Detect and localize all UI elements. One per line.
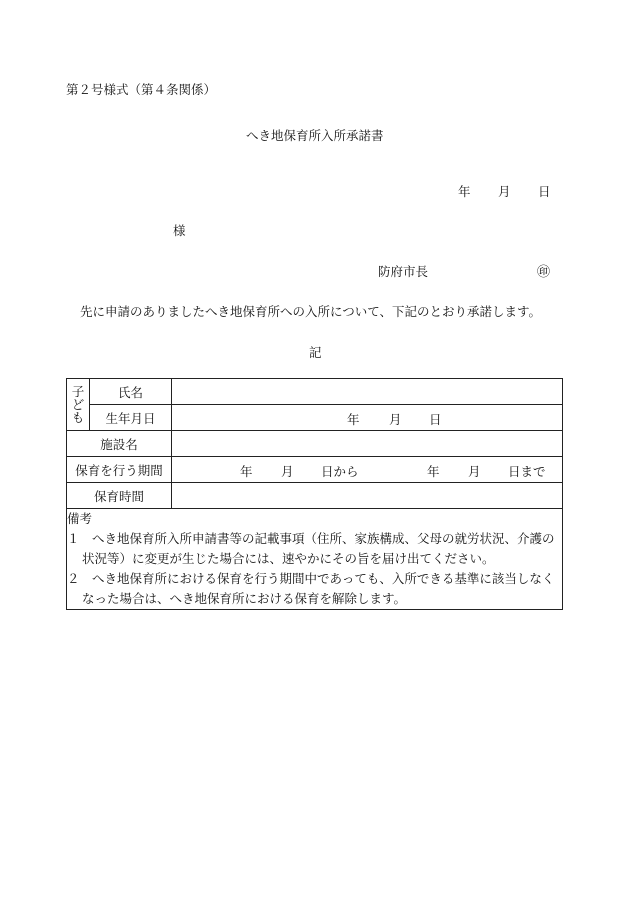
name-label: 氏名 [90, 379, 172, 405]
document-title: へき地保育所入所承諾書 [246, 128, 384, 143]
table-row [67, 379, 563, 405]
from-day: 日から [321, 464, 359, 479]
note-item-2: ２ へき地保育所における保育を行う期間中であっても、入所できる基準に該当しなくなった場合は、へき地保育所における保育を解除します。 [67, 571, 555, 606]
form-number: 第２号様式（第４条関係） [66, 82, 217, 97]
table-row [67, 431, 563, 457]
facility-label: 施設名 [67, 431, 172, 457]
to-year: 年 [427, 464, 440, 479]
date-day: 日 [538, 184, 551, 199]
body-text: 先に申請のありましたへき地保育所への入所について、下記のとおり承諾します。 [80, 304, 542, 319]
date-year: 年 [458, 184, 471, 199]
table-row [67, 405, 563, 431]
birth-month: 月 [389, 412, 402, 427]
hours-label: 保育時間 [67, 483, 172, 509]
period-value [172, 457, 563, 483]
birthdate-label: 生年月日 [90, 405, 172, 431]
to-day: 日まで [508, 464, 546, 479]
notes-heading: 備考 [67, 511, 93, 526]
table-row [67, 509, 563, 610]
date-month: 月 [498, 184, 511, 199]
issuer-name: 防府市長 [378, 264, 429, 279]
addressee-suffix: 様 [173, 223, 186, 238]
notes-section [67, 509, 563, 610]
approval-table [66, 378, 563, 610]
period-label: 保育を行う期間 [67, 457, 172, 483]
to-month: 月 [468, 464, 481, 479]
note-item-1: １ へき地保育所入所申請書等の記載事項（住所、家族構成、父母の就労状況、介護の状況等）に変更が生じた場合には、速やかにその旨を届け出てください。 [67, 531, 555, 566]
hours-value [172, 483, 563, 509]
birth-day: 日 [429, 412, 442, 427]
birthdate-value [172, 405, 563, 431]
child-header: 子 ど も [67, 379, 90, 431]
birth-year: 年 [347, 412, 360, 427]
table-row [67, 483, 563, 509]
seal-mark: ㊞ [537, 265, 551, 280]
name-value [172, 379, 563, 405]
ki-heading: 記 [309, 345, 322, 360]
from-year: 年 [240, 464, 253, 479]
from-month: 月 [281, 464, 294, 479]
table-row [67, 457, 563, 483]
facility-value [172, 431, 563, 457]
